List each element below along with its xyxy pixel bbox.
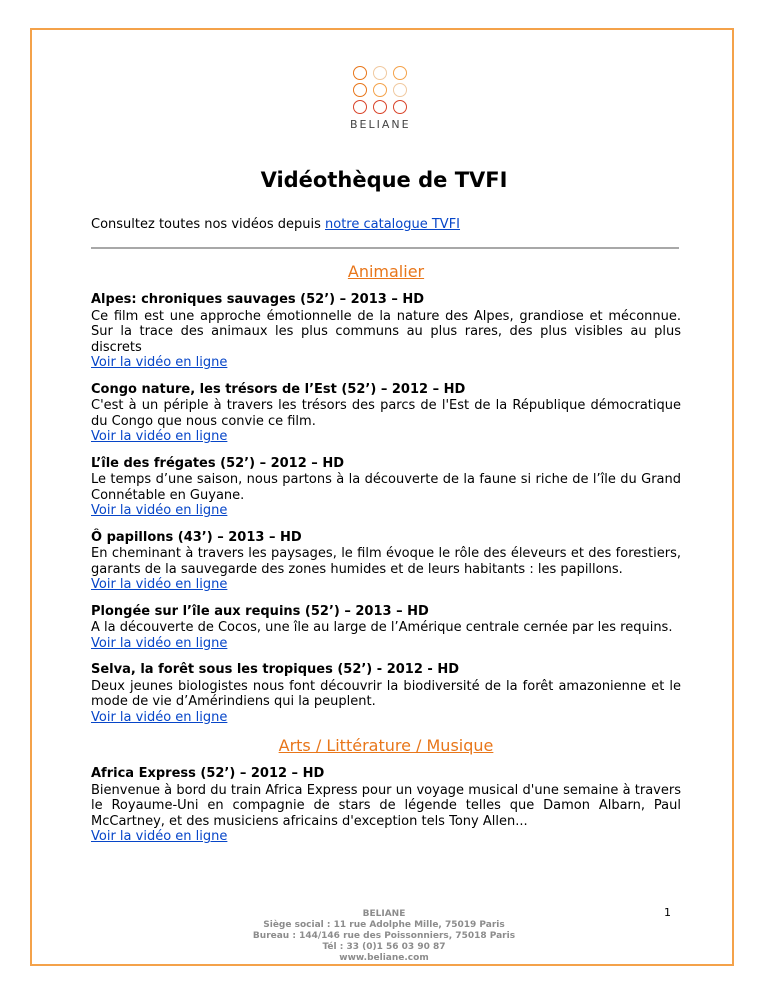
logo-dot	[373, 66, 387, 80]
video-entry	[91, 662, 681, 725]
entry-description: C'est à un périple à travers les trésors des parcs de l'Est de la République démocratique du Congo que nous convie ce film.	[91, 398, 681, 429]
logo-dot	[353, 66, 367, 80]
entry-description: En cheminant à travers les paysages, le film évoque le rôle des éleveurs et des forestiers, garants de la sauvegarde des zones humides et de leurs habitants : les papillons.	[91, 546, 681, 577]
entry-title: Ô papillons (43’) – 2013 – HD	[91, 529, 302, 545]
logo-dot	[393, 83, 407, 97]
beliane-logo	[349, 66, 415, 131]
footer-web: www.beliane.com	[339, 953, 429, 963]
entry-title: Selva, la forêt sous les tropiques (52’) - 2012 - HD	[91, 662, 459, 677]
intro-text: Consultez toutes nos vidéos depuis	[91, 217, 326, 232]
video-entry	[91, 766, 681, 845]
entry-description: Ce film est une approche émotionnelle de la nature des Alpes, grandiose et méconnue. Sur la trace des animaux les plus communs au plus rares, des plus visibles au plus discrets	[91, 308, 681, 355]
logo-dot	[353, 100, 367, 114]
entry-title: Congo nature, les trésors de l’Est (52’) – 2012 – HD	[91, 381, 466, 397]
footer-bureau: Bureau : 144/146 rue des Poissonniers, 75018 Paris	[252, 931, 516, 941]
watch-video-link[interactable]: Voir la vidéo en ligne	[91, 429, 228, 444]
intro-line	[91, 217, 460, 232]
footer-siege: Siège social : 11 rue Adolphe Mille, 75019 Paris	[263, 920, 505, 930]
watch-video-link[interactable]: Voir la vidéo en ligne	[91, 635, 228, 651]
logo-dot	[393, 66, 407, 80]
logo-dot	[373, 100, 387, 114]
entry-description: Le temps d’une saison, nous partons à la découverte de la faune si riche de l’île du Grand Connétable en Guyane.	[91, 472, 681, 503]
page-title: Vidéothèque de TVFI	[260, 168, 508, 192]
catalogue-link[interactable]: notre catalogue TVFI	[325, 217, 461, 232]
page-number: 1	[664, 906, 671, 919]
logo-wordmark: BELIANE	[350, 118, 411, 131]
footer-tel: Tél : 33 (0)1 56 03 90 87	[322, 942, 446, 952]
entry-title: Plongée sur l’île aux requins (52’) – 2013 – HD	[91, 603, 429, 619]
footer	[0, 909, 768, 964]
watch-video-link[interactable]: Voir la vidéo en ligne	[91, 355, 228, 370]
video-entry	[91, 456, 681, 519]
section-heading: Animalier	[347, 262, 425, 281]
footer-company: BELIANE	[362, 909, 406, 919]
logo-dot	[373, 83, 387, 97]
video-entry	[91, 292, 681, 371]
watch-video-link[interactable]: Voir la vidéo en ligne	[91, 503, 228, 518]
watch-video-link[interactable]: Voir la vidéo en ligne	[91, 709, 228, 725]
logo-dots	[353, 66, 415, 114]
entry-description: A la découverte de Cocos, une île au large de l’Amérique centrale cernée par les requins.	[91, 620, 673, 635]
video-entry	[91, 530, 681, 593]
entry-title: L’île des frégates (52’) – 2012 – HD	[91, 455, 344, 471]
video-entry	[91, 382, 681, 445]
entry-description: Bienvenue à bord du train Africa Express pour un voyage musical d'une semaine à travers le Royaume-Uni en compagnie de stars de légende telles que Damon Albarn, Paul McCartney, et des musiciens africains d'exception tels Tony Allen...	[91, 782, 681, 829]
video-list	[91, 262, 681, 856]
section-heading: Arts / Littérature / Musique	[278, 736, 494, 755]
logo-dot	[353, 83, 367, 97]
video-entry	[91, 604, 681, 652]
entry-title: Alpes: chroniques sauvages (52’) – 2013 – HD	[91, 292, 425, 307]
watch-video-link[interactable]: Voir la vidéo en ligne	[91, 829, 228, 844]
watch-video-link[interactable]: Voir la vidéo en ligne	[91, 577, 228, 592]
entry-title: Africa Express (52’) – 2012 – HD	[91, 766, 325, 781]
divider	[91, 247, 679, 249]
entry-description: Deux jeunes biologistes nous font découvrir la biodiversité de la forêt amazonienne et le mode de vie d’Amérindiens qui la peuplent.	[91, 678, 681, 709]
logo-dot	[393, 100, 407, 114]
